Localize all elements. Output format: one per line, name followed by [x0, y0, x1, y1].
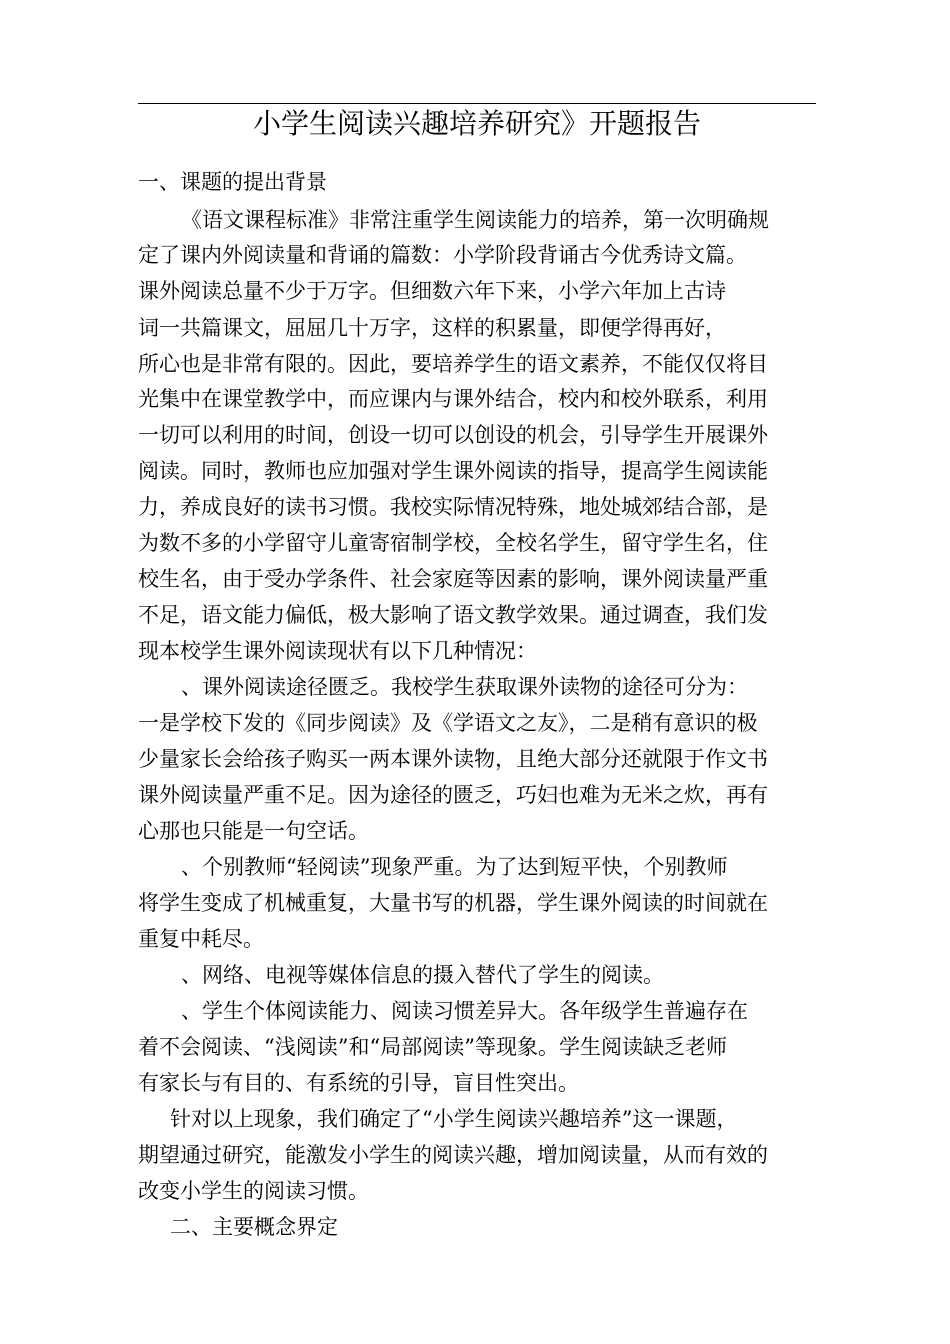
document-title: 小学生阅读兴趣培养研究》开题报告	[252, 107, 701, 140]
list-item-line: 心那也只能是一句空话。	[138, 819, 369, 843]
paragraph-line: 针对以上现象，我们确定了“小学生阅读兴趣培养”这一课题，	[170, 1107, 738, 1131]
paragraph-line: 定了课内外阅读量和背诵的篇数：小学阶段背诵古今优秀诗文篇。	[138, 243, 747, 267]
section-heading-background: 一、课题的提出背景	[138, 170, 327, 194]
paragraph-line: 不足，语文能力偏低，极大影响了语文教学效果。通过调查，我们发	[138, 603, 768, 627]
list-item-line: 课外阅读量严重不足。因为途径的匮乏，巧妇也难为无米之炊，再有	[138, 783, 768, 807]
paragraph-line: 一切可以利用的时间，创设一切可以创设的机会，引导学生开展课外	[138, 423, 768, 447]
list-item-line: 着不会阅读、“浅阅读”和“局部阅读”等现象。学生阅读缺乏老师	[138, 1035, 727, 1059]
section-heading-concepts: 二、主要概念界定	[170, 1215, 338, 1239]
list-item-line: 、学生个体阅读能力、阅读习惯差异大。各年级学生普遍存在	[181, 999, 748, 1023]
list-item-line: 、课外阅读途径匮乏。我校学生获取课外读物的途径可分为：	[181, 675, 748, 699]
list-item-line: 有家长与有目的、有系统的引导，盲目性突出。	[138, 1071, 579, 1095]
paragraph-line: 《语文课程标准》非常注重学生阅读能力的培养，第一次明确规	[181, 208, 769, 232]
paragraph-line: 所心也是非常有限的。因此，要培养学生的语文素养，不能仅仅将目	[138, 352, 768, 376]
paragraph-line: 课外阅读总量不少于万字。但细数六年下来，小学六年加上古诗	[138, 279, 726, 303]
paragraph-line: 光集中在课堂教学中，而应课内与课外结合，校内和校外联系，利用	[138, 387, 768, 411]
paragraph-line: 校生名，由于受办学条件、社会家庭等因素的影响，课外阅读量严重	[138, 567, 768, 591]
list-item-line: 将学生变成了机械重复，大量书写的机器，学生课外阅读的时间就在	[138, 891, 768, 915]
list-item-line: 、网络、电视等媒体信息的摄入替代了学生的阅读。	[181, 963, 664, 987]
paragraph-line: 力，养成良好的读书习惯。我校实际情况特殊，地处城郊结合部，是	[138, 495, 768, 519]
list-item-line: 重复中耗尽。	[138, 927, 264, 951]
paragraph-line: 期望通过研究，能激发小学生的阅读兴趣，增加阅读量，从而有效的	[138, 1143, 768, 1167]
paragraph-line: 为数不多的小学留守儿童寄宿制学校，全校名学生，留守学生名，住	[138, 531, 768, 555]
list-item-line: 、个别教师“轻阅读”现象严重。为了达到短平快，个别教师	[181, 855, 728, 879]
list-item-line: 一是学校下发的《同步阅读》及《学语文之友》，二是稍有意识的极	[138, 711, 758, 735]
paragraph-line: 改变小学生的阅读习惯。	[138, 1179, 369, 1203]
list-item-line: 少量家长会给孩子购买一两本课外读物，且绝大部分还就限于作文书	[138, 747, 768, 771]
paragraph-line: 阅读。同时，教师也应加强对学生课外阅读的指导，提高学生阅读能	[138, 459, 768, 483]
paragraph-line: 词一共篇课文，屈屈几十万字，这样的积累量，即便学得再好，	[138, 316, 726, 340]
paragraph-line: 现本校学生课外阅读现状有以下几种情况：	[138, 639, 537, 663]
